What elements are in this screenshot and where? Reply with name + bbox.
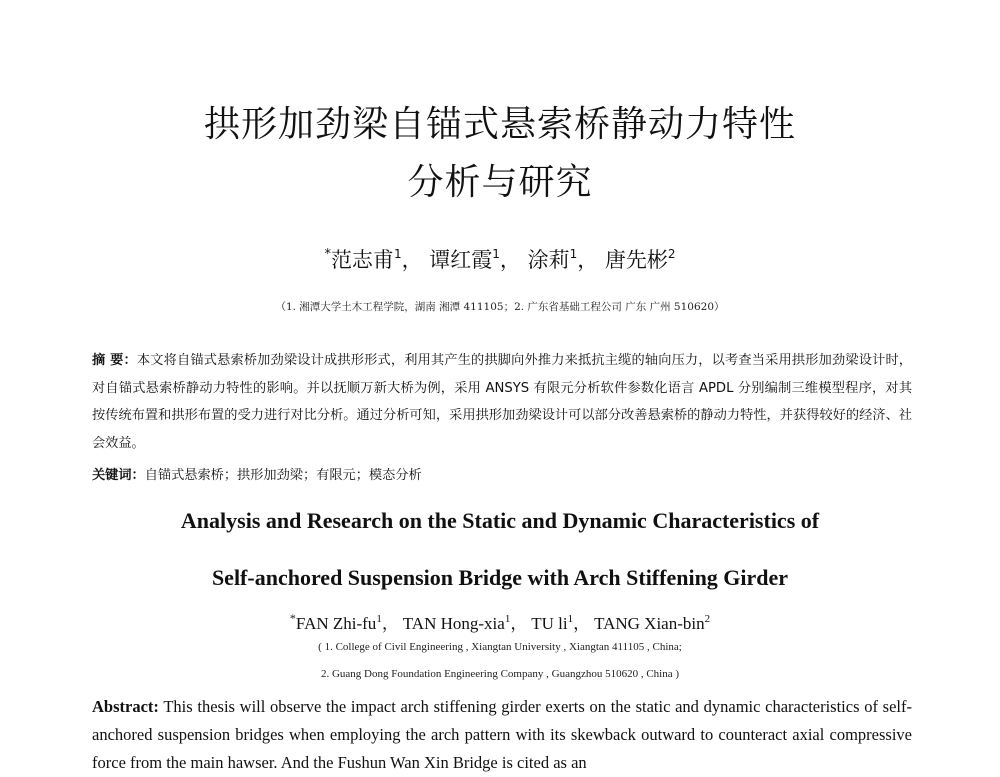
chinese-title-line-2: 分析与研究 <box>407 162 593 203</box>
chinese-author-name: 唐先彬 <box>604 248 668 272</box>
chinese-keywords-label: 关键词： <box>92 468 145 483</box>
chinese-author-list <box>0 244 1000 274</box>
author-separator: ， <box>577 248 599 272</box>
english-abstract <box>92 693 912 777</box>
author-affiliation-index: 2 <box>667 247 676 261</box>
english-author-list <box>0 609 1000 634</box>
chinese-abstract-text: 本文将自锚式悬索桥加劲梁设计成拱形形式，利用其产生的拱脚向外推力来抵抗主缆的轴向压力，以考查当采用拱形加劲梁设计时，对自锚式悬索桥静动力特性的影响。并以抚顺万新大桥为例，采用 ANSYS 有限元分析软件参数化语言 APDL 分别编制三维模型程序，对其按传统布置和拱形布置的受力进行对比分析。通过分析可知，采用拱形加劲梁设计可以部分改善悬索桥的静动力特性，并获得较好的经济、社会效益。 <box>92 353 912 451</box>
english-affiliation-line-1: ( 1. College of Civil Engineering , Xiangtan University , Xiangtan 411105 , China; <box>318 641 682 653</box>
english-author-name: TAN Hong-xia <box>402 614 505 633</box>
corresponding-author-mark: * <box>289 611 296 625</box>
chinese-author-name: 谭红霞 <box>429 248 493 272</box>
author-affiliation-index: 1 <box>569 247 578 261</box>
english-title-line-1: Analysis and Research on the Static and Dynamic Characteristics of <box>180 508 820 533</box>
author-separator: ， <box>573 614 591 633</box>
chinese-title-line-1: 拱形加劲梁自锚式悬索桥静动力特性 <box>203 104 796 145</box>
author-separator: ， <box>499 248 521 272</box>
chinese-author-name: 范志甫 <box>330 248 394 272</box>
chinese-author-name: 涂莉 <box>527 248 570 272</box>
english-affiliation-line-2: 2. Guang Dong Foundation Engineering Company , Guangzhou 510620 , China ) <box>320 668 680 680</box>
author-affiliation-index: 2 <box>704 613 711 625</box>
chinese-keywords-text: 自锚式悬索桥；拱形加劲梁；有限元；模态分析 <box>144 468 422 483</box>
author-separator: ， <box>401 248 423 272</box>
chinese-affiliation: （1. 湘潭大学土木工程学院，湖南 湘潭 411105；2. 广东省基础工程公司 广东 广州 510620） <box>275 301 725 313</box>
english-author-name: FAN Zhi-fu <box>295 614 377 633</box>
chinese-keywords <box>92 464 912 483</box>
author-affiliation-index: 1 <box>376 613 382 625</box>
english-abstract-label: Abstract: <box>92 697 159 716</box>
english-author-name: TANG Xian-bin <box>594 614 705 633</box>
english-title-line-2: Self-anchored Suspension Bridge with Arch Stiffening Girder <box>211 565 789 590</box>
author-separator: ， <box>510 614 528 633</box>
author-separator: ， <box>381 614 399 633</box>
author-affiliation-index: 1 <box>504 613 511 625</box>
english-abstract-text: This thesis will observe the impact arch stiffening girder exerts on the static and dynamic characteristics of self-anchored suspension bridges when employing the arch pattern with its skewback outward to counteract axial compressive force from the main hawser. And the Fushun Wan Xin Bridge is cited as an <box>92 697 912 772</box>
author-affiliation-index: 1 <box>492 247 500 261</box>
chinese-abstract-label: 摘 要： <box>92 353 137 368</box>
chinese-abstract <box>92 347 912 457</box>
author-affiliation-index: 1 <box>393 247 402 261</box>
english-author-name: TU li <box>531 614 568 633</box>
author-affiliation-index: 1 <box>567 613 574 625</box>
corresponding-author-mark: * <box>324 247 331 262</box>
